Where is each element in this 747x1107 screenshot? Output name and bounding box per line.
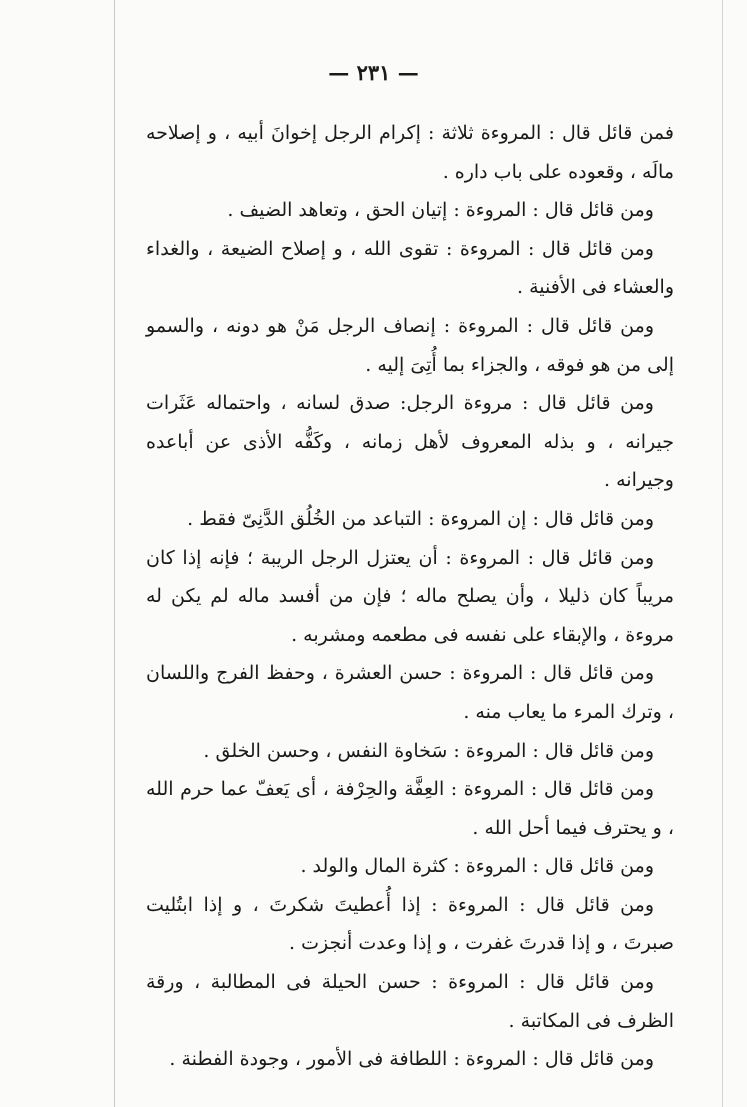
paragraph: ومن قائل قال : المروءة : اللطافة فى الأمور ، وجودة الفطنة . [169,1048,654,1071]
paragraph: ومن قائل قال : مروءة الرجل: صدق لسانه ، واحتماله عَثَرات جيرانه ، و بذله المعروف لأهل زمانه ، وكَفُّه الأذى عن أباعده وجيرانه . [146,392,674,492]
paragraph: ومن قائل قال : المروءة : حسن العشرة ، وحفظ الفرج واللسان ، وترك المرء ما يعاب منه . [146,662,674,723]
paragraph: ومن قائل قال : إن المروءة : التباعد من الخُلُق الدَّنِىّ فقط . [187,507,654,530]
paragraph: ومن قائل قال : المروءة : العِفَّة والحِرْفة ، أى يَعفّ عما حرم الله ، و يحترف فيما أحل الله . [146,778,674,839]
paragraph: ومن قائل قال : المروءة : تقوى الله ، و إصلاح الضيعة ، والغداء والعشاء فى الأفنية . [146,237,674,299]
paragraph: ومن قائل قال : المروءة : إتيان الحق ، وتعاهد الضيف . [227,199,654,222]
paragraph: فمن قائل قال : المروءة ثلاثة : إكرام الرجل إخوانَ أبيه ، و إصلاحه مالَه ، وقعوده على باب داره . [146,122,674,183]
page-number: — ٢٣١ — [328,60,419,85]
page-left-edge-rule [114,0,115,1107]
paragraph: ومن قائل قال : المروءة : كثرة المال والولد . [300,855,654,878]
body-text [146,114,674,1079]
page-right-edge-rule [722,0,723,1107]
paragraph: ومن قائل قال : المروءة : إذا أُعطيتَ شكرتَ ، و إذا ابتُليت صبرتَ ، و إذا قدرتَ غفرت ، و إذا وعدت أنجزت . [146,893,674,955]
paragraph: ومن قائل قال : المروءة : أن يعتزل الرجل الريبة ؛ فإنه إذا كان مريباً كان ذليلا ، وأن يصلح ماله ؛ فإن من أفسد ماله لم يكن له مروءة ، والإبقاء على نفسه فى مطعمه ومشربه . [146,546,674,646]
paragraph: ومن قائل قال : المروءة : حسن الحيلة فى المطالبة ، ورقة الظرف فى المكاتبة . [146,971,674,1032]
paragraph: ومن قائل قال : المروءة : إنصاف الرجل مَنْ هو دونه ، والسمو إلى من هو فوقه ، والجزاء بما أُتِىَ إليه . [146,314,674,376]
paragraph: ومن قائل قال : المروءة : سَخاوة النفس ، وحسن الخلق . [203,739,654,762]
